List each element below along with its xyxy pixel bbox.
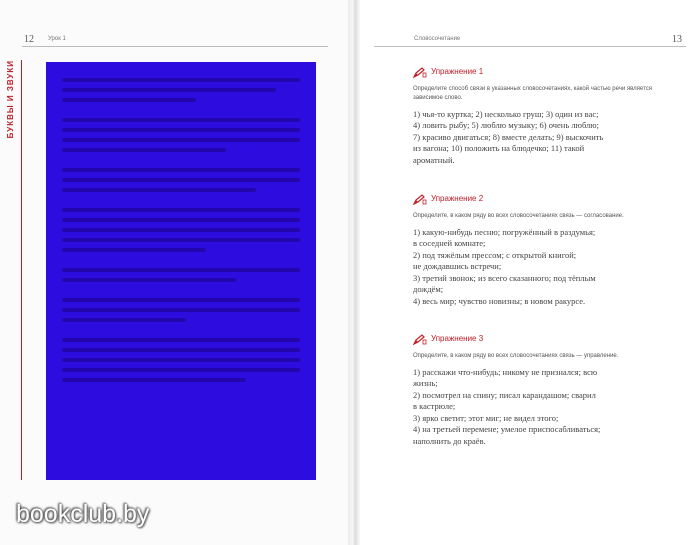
exercise-1-instruction: Определите способ связи в указанных словосочетаниях, какой частью речи является зависимое слово. (413, 85, 652, 101)
obscured-line (62, 368, 300, 372)
obscured-line (62, 218, 300, 222)
obscured-line (62, 128, 300, 132)
exercise-line: 2) посмотрел на спину; писал карандашом; сварил (413, 389, 596, 400)
exercise-1 (413, 66, 683, 166)
exercise-2-instruction: Определите, в каком ряду во всех словосочетаниях связь — согласование. (413, 212, 624, 219)
exercise-line: 4) ловить рыбу; 5) люблю музыку; 6) очень люблю; (413, 120, 600, 130)
pencil-icon (413, 67, 425, 77)
obscured-line (62, 308, 300, 312)
exercise-2 (413, 193, 683, 307)
right-header-rule (374, 46, 686, 47)
exercise-line: 1) какую-нибудь песню; погружённый в раздумья; (413, 226, 596, 237)
exercise-line: 7) красиво двигаться; 8) вместе делать; 9) выскочить (413, 131, 604, 142)
exercise-3-instruction: Определите, в каком ряду во всех словосочетаниях связь — управление. (413, 352, 619, 359)
obscured-line (62, 238, 300, 242)
obscured-line (62, 138, 300, 142)
pencil-icon (413, 194, 425, 204)
right-running-title: Словосочетание (414, 36, 461, 42)
exercise-line: не дождавшись встречи; (413, 261, 502, 271)
obscured-line (62, 298, 300, 302)
obscured-line (62, 78, 300, 82)
left-running-title: Урок 1 (48, 36, 66, 42)
book-spine (348, 0, 360, 545)
exercise-3-header (413, 333, 683, 345)
exercise-line: 3) ярко светит; этот миг; не видел этого; (413, 412, 559, 423)
right-page-number: 13 (672, 34, 682, 45)
exercise-line: из вагона; 10) положить на блюдечко; 11) такой (413, 143, 585, 153)
left-header-rule (22, 46, 328, 47)
exercise-1-title: Упражнение 1 (431, 67, 484, 76)
exercise-line: в кастрюле; (413, 401, 456, 411)
exercise-line: 3) третий звонок; из всего сказанного; под тёплым (413, 272, 596, 283)
obscured-line (62, 118, 300, 122)
obscured-line (62, 168, 300, 172)
exercise-line: ароматный. (413, 154, 455, 165)
exercise-3 (413, 333, 683, 447)
obscured-line (62, 378, 246, 382)
exercise-line: 4) весь мир; чувство новизны; в новом ракурсе. (413, 295, 586, 306)
exercise-line: наполнить до краёв. (413, 435, 486, 446)
exercise-line: 4) на третьей перемене; умелое приспосабливаться; (413, 424, 601, 434)
side-tab-label: БУКВЫ И ЗВУКИ (6, 60, 15, 139)
redacted-text-block (46, 62, 316, 480)
side-tab-rule (21, 60, 22, 480)
left-page-number: 12 (24, 34, 34, 45)
obscured-line (62, 88, 276, 92)
obscured-line (62, 358, 300, 362)
exercise-3-title: Упражнение 3 (431, 334, 484, 343)
obscured-line (62, 208, 300, 212)
exercise-line: 1) чья-то куртка; 2) несколько груш; 3) один из вас; (413, 108, 599, 119)
exercise-2-title: Упражнение 2 (431, 194, 484, 203)
obscured-line (62, 228, 300, 232)
obscured-line (62, 178, 300, 182)
exercise-1-header (413, 66, 683, 78)
exercise-line: дождём; (413, 284, 444, 294)
exercise-line: 1) расскажи что-нибудь; никому не признался; всю (413, 366, 598, 377)
obscured-line (62, 348, 300, 352)
obscured-line (62, 268, 300, 272)
pencil-icon (413, 334, 425, 344)
watermark-logo: bookclub.by (16, 500, 150, 528)
exercise-2-header (413, 193, 683, 205)
exercise-line: в соседней комнате; (413, 238, 486, 248)
exercise-line: 2) под тяжёлым прессом; с открытой книгой; (413, 249, 577, 260)
exercise-line: жизнь; (413, 378, 438, 388)
obscured-line (62, 338, 300, 342)
